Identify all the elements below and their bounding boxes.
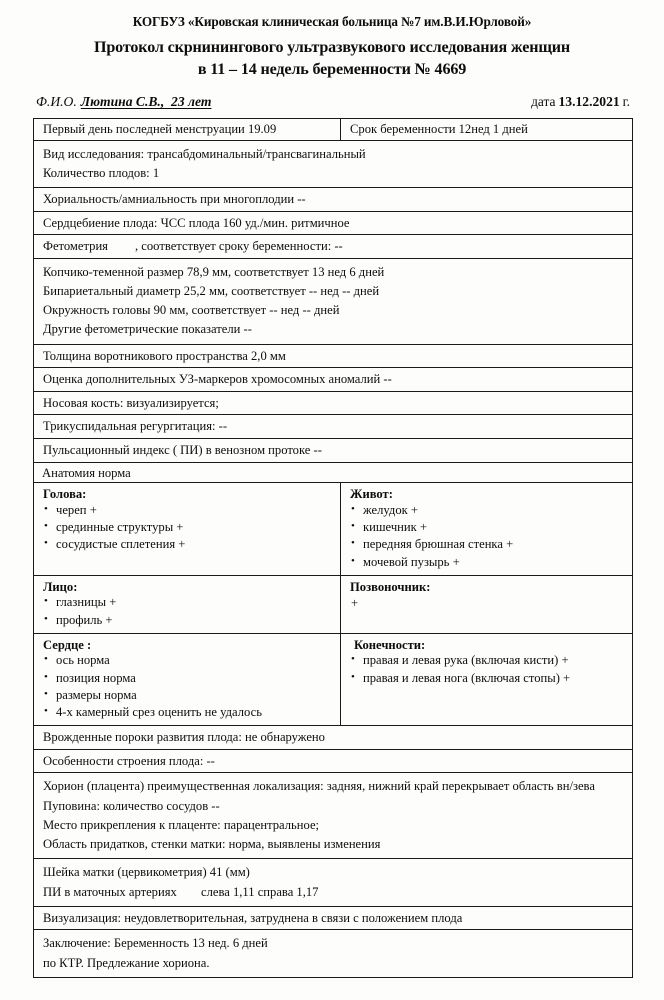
- gestational-age-cell: Срок беременности 12нед 1 дней: [341, 119, 633, 141]
- table-row-fetus-features: [34, 749, 633, 773]
- uterine-pi-label: ПИ в маточных артериях: [43, 884, 177, 899]
- table-row-study-type: [34, 140, 633, 187]
- fio-label: Ф.И.О.: [36, 94, 77, 110]
- table-row-tricuspid: [34, 415, 633, 439]
- study-type-text: Вид исследования: трансабдоминальный/трансвагинальный: [43, 146, 366, 161]
- visualization-cell: Визуализация: неудовлетворительная, затруднена в связи с положением плода: [34, 906, 633, 930]
- bpd-text: Бипариетальный диаметр 25,2 мм, соответствует -- нед -- дней: [43, 284, 380, 299]
- anatomy-spine-cell: [341, 575, 633, 633]
- anatomy-face-cell: [34, 575, 341, 633]
- anatomy-spine-title: Позвоночник:: [350, 579, 431, 594]
- document-header: [0, 0, 664, 110]
- anatomy-spine-value: +: [351, 596, 359, 611]
- anatomy-limbs-cell: [341, 633, 633, 725]
- table-row-pulsation-index: [34, 439, 633, 463]
- last-menstruation-cell: Первый день последней менструации 19.09: [34, 119, 341, 141]
- table-row-cervix-pi: [34, 859, 633, 906]
- list-item: • позиция норма: [43, 670, 340, 687]
- table-row-nuchal: [34, 344, 633, 368]
- table-row-visualization: [34, 906, 633, 930]
- cervix-pi-cell: [34, 859, 633, 906]
- page-title: [0, 37, 664, 83]
- list-item: • ось норма: [43, 652, 340, 669]
- uz-markers-cell: Оценка дополнительных УЗ-маркеров хромосомных аномалий --: [34, 368, 633, 392]
- fetus-count-text: Количество плодов: 1: [43, 165, 160, 180]
- anatomy-norm-cell: [34, 462, 633, 483]
- attachment-site-text: Место прикрепления к плаценте: парацентральное;: [43, 817, 320, 832]
- anatomy-abdomen-list: [350, 502, 632, 571]
- anatomy-abdomen-title: Живот:: [350, 487, 393, 502]
- chorion-text: Хорион (плацента) преимущественная локализация: задняя, нижний край перекрывает область вн/зева: [43, 779, 595, 794]
- anatomy-face-title: Лицо:: [43, 579, 78, 594]
- fetometry-rest: , соответствует сроку беременности: --: [135, 239, 343, 254]
- nuchal-translucency-cell: Толщина воротникового пространства 2,0 мм: [34, 344, 633, 368]
- table-row-fetometry-values: [34, 258, 633, 344]
- table-row-chorionicity: [34, 188, 633, 212]
- uterine-pi-value: слева 1,11 справа 1,17: [201, 884, 319, 899]
- tricuspid-cell: Трикуспидальная регургитация: --: [34, 415, 633, 439]
- fetus-features-cell: Особенности строения плода: --: [34, 749, 633, 773]
- date-label: дата: [531, 94, 556, 110]
- title-line-1: Протокол скрнинингового ультразвукового исследования женщин: [94, 38, 570, 56]
- table-row-congenital-defects: [34, 726, 633, 750]
- congenital-defects-cell: Врожденные пороки развития плода: не обнаружено: [34, 726, 633, 750]
- table-row-nasal-bone: [34, 391, 633, 415]
- anatomy-limbs-list: [350, 652, 632, 686]
- umbilical-cord-text: Пуповина: количество сосудов --: [43, 798, 220, 813]
- chorion-group-cell: [34, 773, 633, 859]
- fetometry-header-cell: [34, 235, 633, 259]
- list-item: • мочевой пузырь +: [350, 554, 632, 571]
- date-suffix: г.: [622, 94, 630, 110]
- table-row-uz-markers: [34, 368, 633, 392]
- anatomy-abdomen-cell: [341, 483, 633, 575]
- list-item: • кишечник +: [350, 519, 632, 536]
- organization-name: КОГБУЗ «Кировская клиническая больница №7 им.В.И.Юрловой»: [132, 14, 532, 29]
- table-row-anatomy-heart-limbs: [34, 633, 633, 725]
- patient-info-row: [0, 94, 664, 110]
- chorionicity-cell: Хориальность/амниальность при многоплодии --: [34, 188, 633, 212]
- table-row-fetometry-header: [34, 235, 633, 259]
- list-item: • желудок +: [350, 502, 632, 519]
- list-item: • профиль +: [43, 612, 340, 629]
- conclusion-line-2: по КТР. Предлежание хориона.: [43, 955, 210, 970]
- anatomy-face-list: [43, 594, 340, 628]
- study-type-cell: [34, 140, 633, 187]
- heartbeat-cell: Сердцебиение плода: ЧСС плода 160 уд./мин. ритмичное: [34, 211, 633, 235]
- nasal-bone-cell: Носовая кость: визуализируется;: [34, 391, 633, 415]
- table-row-conclusion: [34, 930, 633, 977]
- list-item: • 4-х камерный срез оценить не удалось: [43, 704, 340, 721]
- list-item: • передняя брюшная стенка +: [350, 536, 632, 553]
- hc-text: Окружность головы 90 мм, соответствует -- нед -- дней: [43, 303, 340, 318]
- crl-text: Копчико-теменной размер 78,9 мм, соответствует 13 нед 6 дней: [43, 264, 385, 279]
- protocol-table: [33, 118, 633, 978]
- list-item: • сосудистые сплетения +: [43, 536, 340, 553]
- list-item: • глазницы +: [43, 594, 340, 611]
- date-value: 13.12.2021: [558, 94, 620, 110]
- anatomy-head-cell: [34, 483, 341, 575]
- conclusion-cell: [34, 930, 633, 977]
- adnexa-text: Область придатков, стенки матки: норма, выявлены изменения: [43, 837, 381, 852]
- table-row-menstruation: [34, 119, 633, 141]
- table-row-anatomy-norm: [34, 462, 633, 483]
- list-item: • размеры норма: [43, 687, 340, 704]
- anatomy-heart-cell: [34, 633, 341, 725]
- table-row-anatomy-face-spine: [34, 575, 633, 633]
- list-item: • череп +: [43, 502, 340, 519]
- anatomy-limbs-title: Конечности:: [354, 637, 426, 652]
- list-item: • правая и левая нога (включая стопы) +: [350, 670, 632, 687]
- table-row-anatomy-head-abdomen: [34, 483, 633, 575]
- fetometry-values-cell: [34, 258, 633, 344]
- pulsation-index-cell: Пульсационный индекс ( ПИ) в венозном протоке --: [34, 439, 633, 463]
- table-row-chorion-group: [34, 773, 633, 859]
- cervix-text: Шейка матки (цервикометрия) 41 (мм): [43, 865, 250, 880]
- anatomy-head-list: [43, 502, 340, 554]
- list-item: • правая и левая рука (включая кисти) +: [350, 652, 632, 669]
- list-item: • срединные структуры +: [43, 519, 340, 536]
- title-line-2: в 11 – 14 недель беременности № 4669: [197, 61, 467, 79]
- patient-name-value: Лютина С.В., 23 лет: [80, 94, 212, 110]
- anatomy-heart-title: Сердце :: [43, 637, 92, 652]
- anatomy-head-title: Голова:: [43, 487, 87, 502]
- anatomy-norm-text: Анатомия норма: [42, 465, 131, 480]
- conclusion-line-1: Заключение: Беременность 13 нед. 6 дней: [43, 936, 268, 951]
- table-row-heartbeat: [34, 211, 633, 235]
- anatomy-heart-list: [43, 652, 340, 721]
- uterine-pi-row: [43, 883, 632, 902]
- other-fetometry-text: Другие фетометрические показатели --: [43, 322, 252, 337]
- fetometry-label: Фетометрия: [43, 239, 108, 254]
